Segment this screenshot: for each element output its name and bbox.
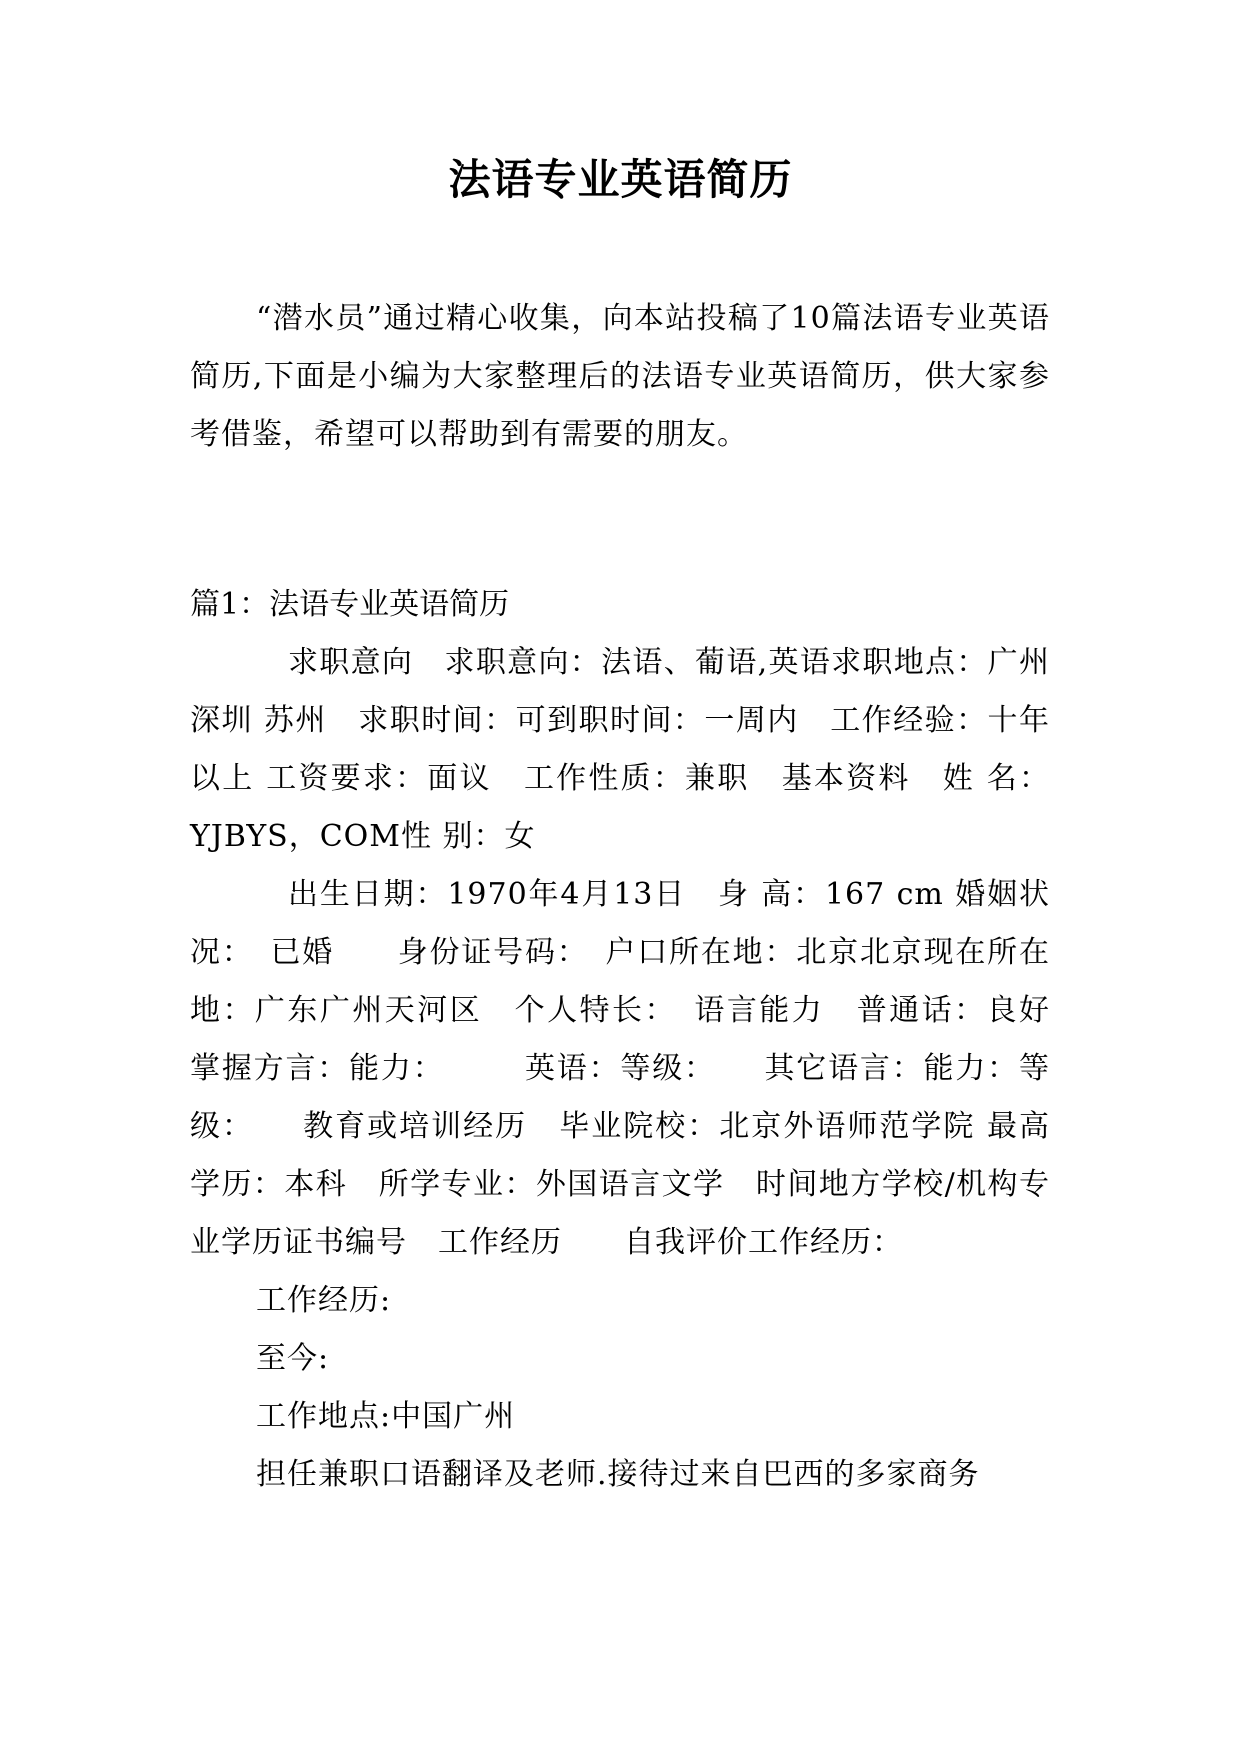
intro-paragraph: “潜水员”通过精心收集，向本站投稿了10篇法语专业英语简历,下面是小编为大家整理后的法语专业英语简历，供大家参考借鉴，希望可以帮助到有需要的朋友。 bbox=[190, 301, 1050, 452]
document-title: 法语专业英语简历 bbox=[448, 155, 793, 204]
resume-section bbox=[190, 576, 1081, 1504]
work-location-line: 工作地点:中国广州 bbox=[256, 1399, 516, 1434]
until-now-line: 至今: bbox=[256, 1341, 330, 1376]
job-intention-paragraph: 求职意向 求职意向：法语、葡语,英语求职地点：广州 深圳 苏州 求职时间：可到职时间：一周内 工作经验：十年以上 工资要求：面议 工作性质：兼职 基本资料 姓 名：YJBYS，COM性 别：女 bbox=[190, 645, 1050, 854]
work-history-line: 工作经历: bbox=[256, 1283, 392, 1318]
job-description-line: 担任兼职口语翻译及老师.接待过来自巴西的多家商务 bbox=[256, 1457, 980, 1492]
section-heading: 篇1：法语专业英语简历 bbox=[190, 587, 510, 622]
personal-info-paragraph: 出生日期：1970年4月13日 身 高：167 cm 婚姻状况： 已婚 身份证号码： 户口所在地：北京北京现在所在地：广东广州天河区 个人特长： 语言能力 普通话：良好 掌握方言：能力： 英语：等级： 其它语言：能力：等级： 教育或培训经历 毕业院校：北京外语师范学院 最高学历：本科 所学专业：外国语言文学 时间地方学校/机构专业学历证书编号 工作经历 自我评价工作经历： bbox=[190, 877, 1081, 1260]
